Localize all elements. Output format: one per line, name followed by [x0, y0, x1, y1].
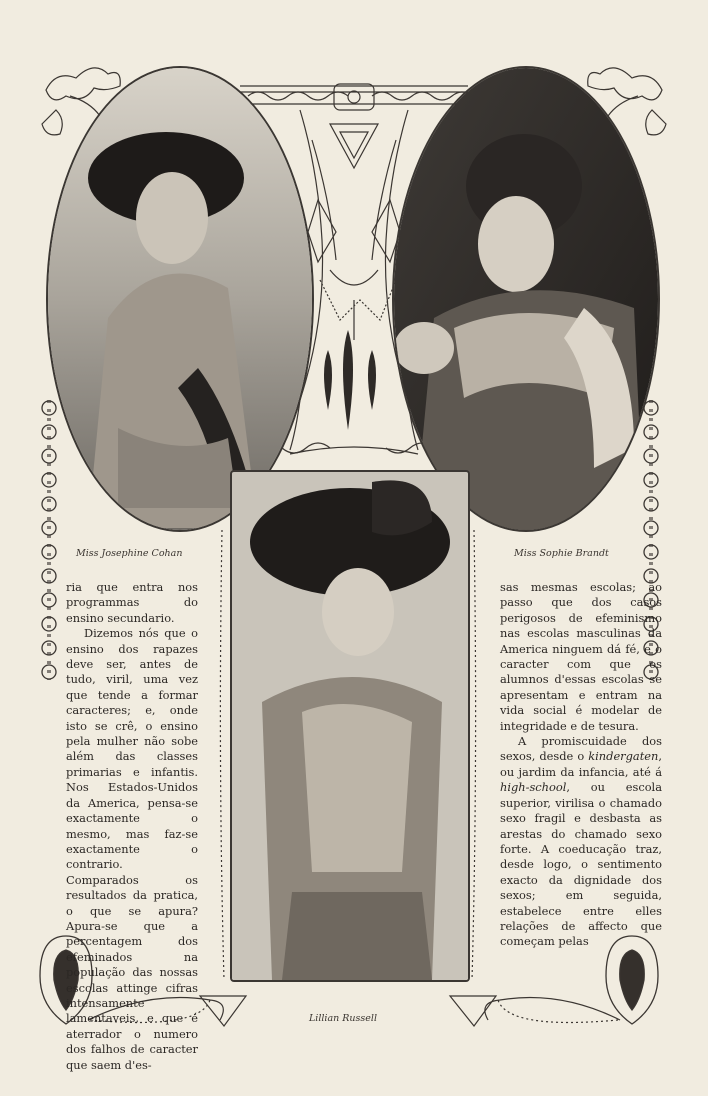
caption-lillian-russell: Lillian Russell: [309, 1013, 377, 1024]
right-paragraph-2-text-c: , ou escola superior, virilisa o chamado sexo fragil e desbasta as arestas do chamado sexo forte. A coeducação traz, desde logo, o sentimento exacto da dignidade dos sexos; em seguida, estabelece entre elles relações de affecto que começam pelas: [500, 780, 662, 949]
photo-lillian-russell: [230, 470, 470, 982]
right-paragraph-2: [500, 734, 662, 950]
kindergarten-term: kindergaten: [588, 749, 659, 764]
left-text-column: [66, 580, 198, 1073]
right-paragraph-1: sas mesmas escolas; ao passo que dos casos perigosos de efeminismo nas escolas masculinas da America ninguem dá fé, e o caracter com que os alumnos d'essas escolas se apresentam e entram na vida social é modelar de integridade e de tesura.: [500, 580, 662, 733]
left-paragraph-2: Dizemos nós que o ensino dos rapazes deve ser, antes de tudo, viril, uma vez que tende a formar caracteres; e, onde isto se crê, o ensino pela mulher não sobe além das classes primarias e infantis. Nos Estados-Unidos da America, pensa-se exactamente o mesmo, mas faz-se exactamente o contrario. Comparados os resultados da pratica, o que se apura? Apura-se que a percentagem dos efeminados na população das nossas escolas attinge cifras intensamente lamentaveis, e que é aterrador o numero dos falhos de caracter que saem d'es-: [66, 626, 198, 1072]
photo-sophie-brandt: [392, 66, 660, 532]
right-paragraph-2-text-b: , ou jardim da infancia, até á: [500, 749, 662, 779]
caption-josephine-cohan: Miss Josephine Cohan: [76, 548, 183, 559]
caption-sophie-brandt: Miss Sophie Brandt: [514, 548, 609, 559]
photo-josephine-cohan: [46, 66, 314, 532]
right-paragraph-2-text-a: A promiscuidade dos sexos, desde o: [500, 734, 662, 764]
high-school-term: high-school: [500, 780, 567, 795]
right-text-column: [500, 580, 662, 950]
left-paragraph-1: ria que entra nos programmas do ensino secundario.: [66, 580, 198, 625]
